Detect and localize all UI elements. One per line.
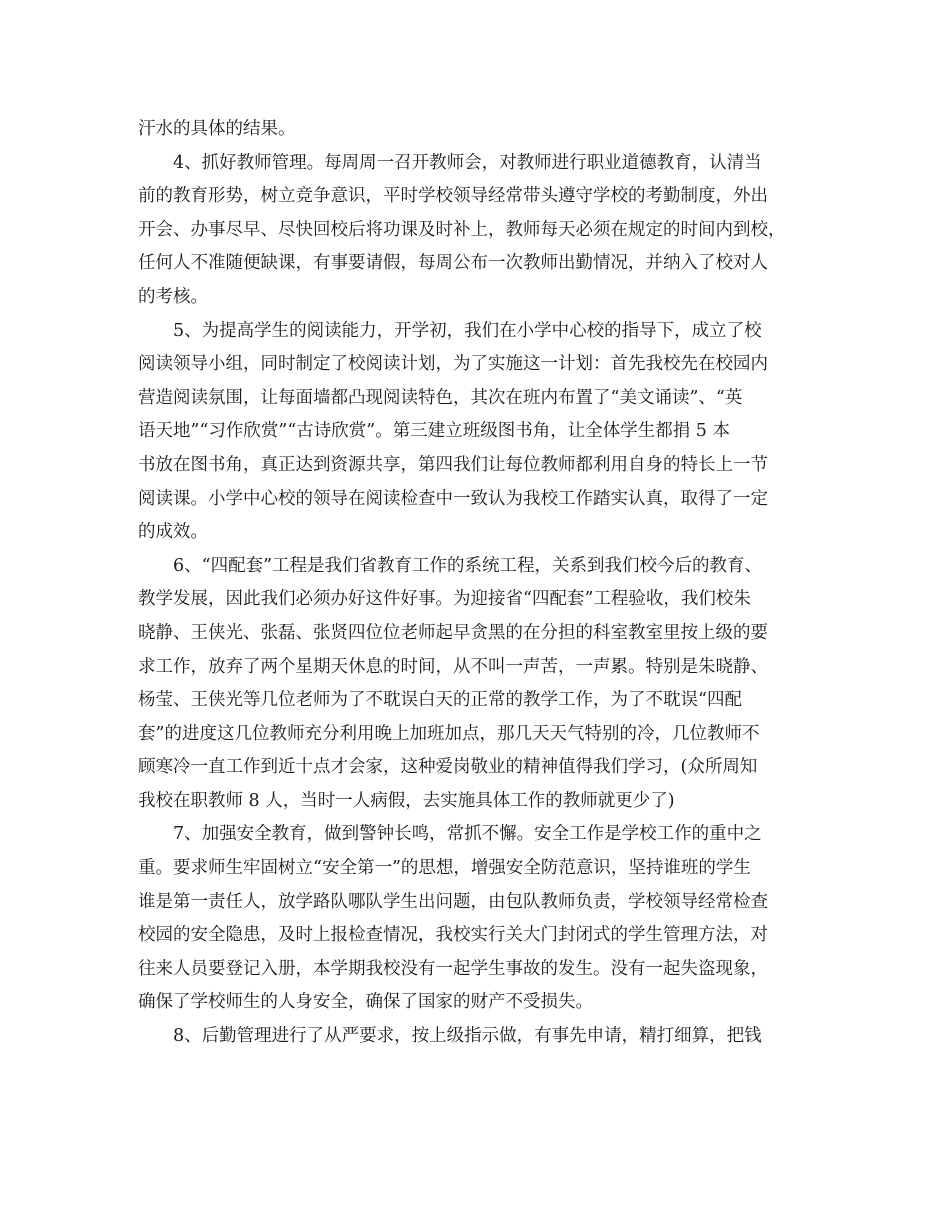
text-line: 晓静、王侠光、张磊、张贤四位位老师起早贪黑的在分担的科室教室里按上级的要 [138,622,768,643]
text-line: 前的教育形势，树立竞争意识，平时学校领导经常带头遵守学校的考勤制度，外出 [138,186,768,207]
text-line: 套”的进度这几位教师充分利用晚上加班加点，那几天天气特别的冷，几位教师不 [138,723,760,744]
paragraph [138,818,814,1020]
text-line: 的考核。 [138,286,208,307]
text-line: 汗水的具体的结果。 [138,119,296,139]
text-line: 阅读领导小组，同时制定了校阅读计划，为了实施这一计划：首先我校先在校园内 [138,354,768,375]
paragraph [138,315,814,550]
text-line: 求工作，放弃了两个星期天休息的时间，从不叫一声苦，一声累。特别是朱晓静、 [138,656,768,677]
text-line: 杨莹、王侠光等几位老师为了不耽误白天的正常的教学工作，为了不耽误“四配 [138,690,742,711]
paragraph [138,147,814,315]
text-line: 4、抓好教师管理。每周周一召开教师会，对教师进行职业道德教育，认清当 [173,152,762,173]
text-line: 谁是第一责任人，放学路队哪队学生出问题，由包队教师负责，学校领导经常检查 [138,891,768,912]
text-line: 教学发展，因此我们必须办好这件好事。为迎接省“四配套”工程验收，我们校朱 [138,589,751,610]
text-line: 5、为提高学生的阅读能力，开学初，我们在小学中心校的指导下，成立了校 [173,320,762,341]
text-line: 我校在职教师 8 人，当时一人病假，去实施具体工作的教师就更少了) [138,790,675,811]
text-line: 语天地”“习作欣赏”“古诗欣赏”。第三建立班级图书角，让全体学生都捐 5 本 [138,421,730,442]
text-line: 往来人员要登记入册，本学期我校没有一起学生事故的发生。没有一起失盗现象， [138,958,768,979]
text-line: 6、“四配套”工程是我们省教育工作的系统工程，关系到我们校今后的教育、 [173,555,763,576]
document-body [138,113,814,1054]
text-line: 重。要求师生牢固树立“安全第一”的思想，增强安全防范意识，坚持谁班的学生 [138,858,751,879]
text-line: 书放在图书角，真正达到资源共享，第四我们让每位教师都利用自身的特长上一节 [138,454,768,475]
text-line: 7、加强安全教育，做到警钟长鸣，常抓不懈。安全工作是学校工作的重中之 [173,824,762,845]
text-line: 开会、办事尽早、尽快回校后将功课及时补上，教师每天必须在规定的时间内到校， [138,219,786,240]
text-line: 8、后勤管理进行了从严要求，按上级指示做，有事先申请，精打细算，把钱 [173,1026,762,1047]
paragraph [138,113,814,147]
text-line: 任何人不准随便缺课，有事要请假，每周公布一次教师出勤情况，并纳入了校对人 [138,253,768,274]
text-line: 校园的安全隐患，及时上报检查情况，我校实行关大门封闭式的学生管理方法，对 [138,925,768,946]
paragraph [138,550,814,819]
text-line: 的成效。 [138,522,208,543]
text-line: 确保了学校师生的人身安全，确保了国家的财产不受损失。 [138,992,593,1013]
paragraph [138,1020,814,1054]
text-line: 顾寒冷一直工作到近十点才会家，这种爱岗敬业的精神值得我们学习，(众所周知 [138,757,758,778]
text-line: 营造阅读氛围，让每面墙都凸现阅读特色，其次在班内布置了“美文诵读”、“英 [138,387,743,408]
text-line: 阅读课。小学中心校的领导在阅读检查中一致认为我校工作踏实认真，取得了一定 [138,488,768,509]
